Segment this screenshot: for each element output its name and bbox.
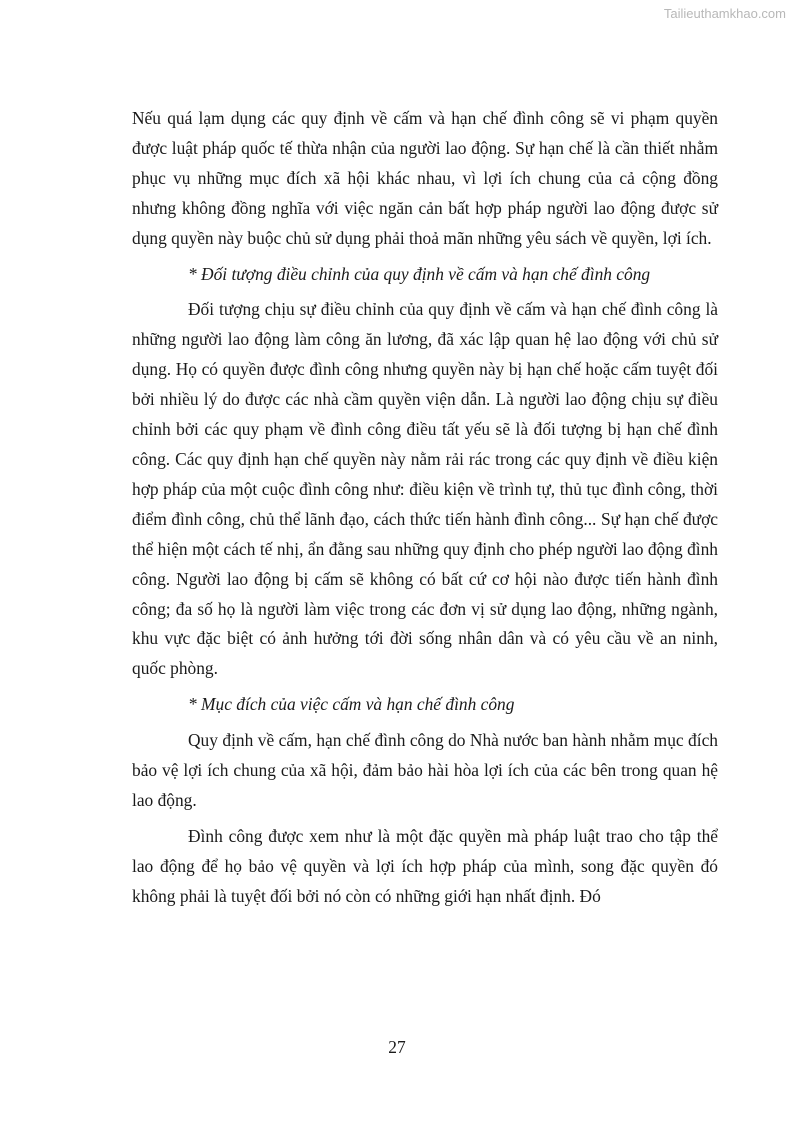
document-body bbox=[132, 104, 718, 918]
paragraph-privilege: Đình công được xem như là một đặc quyền mà pháp luật trao cho tập thể lao động để họ bảo vệ quyền và lợi ích hợp pháp của mình, song đặc quyền đó không phải là tuyệt đối bởi nó còn có những giới hạn nhất định. Đó bbox=[132, 825, 718, 906]
section-heading-subjects: * Đối tượng điều chỉnh của quy định về cấm và hạn chế đình công bbox=[188, 263, 651, 284]
paragraph-subjects: Đối tượng chịu sự điều chỉnh của quy định về cấm và hạn chế đình công là những người lao động làm công ăn lương, đã xác lập quan hệ lao động với chủ sử dụng. Họ có quyền được đình công nhưng quyền này bị hạn chế hoặc cấm tuyệt đối bởi nhiều lý do được các nhà cầm quyền viện dẫn. Là người lao động chịu sự điều chỉnh bởi các quy phạm về đình công điều tất yếu sẽ là đối tượng bị hạn chế đình công. Các quy định hạn chế quyền này nằm rải rác trong các quy định về điều kiện hợp pháp của một cuộc đình công như: điều kiện về trình tự, thủ tục đình công, thời điểm đình công, chủ thể lãnh đạo, cách thức tiến hành đình công... Sự hạn chế được thể hiện một cách tế nhị, ẩn đằng sau những quy định cho phép người lao động đình công. Người lao động bị cấm sẽ không có bất cứ cơ hội nào được tiến hành đình công; đa số họ là người làm việc trong các đơn vị sử dụng lao động, những ngành, khu vực đặc biệt có ảnh hưởng tới đời sống nhân dân và có yêu cầu về an ninh, quốc phòng. bbox=[132, 299, 718, 679]
page-number: 27 bbox=[388, 1037, 406, 1057]
section-heading-purpose: * Mục đích của việc cấm và hạn chế đình công bbox=[188, 694, 515, 715]
paragraph-continued: Nếu quá lạm dụng các quy định về cấm và hạn chế đình công sẽ vi phạm quyền được luật pháp quốc tế thừa nhận của người lao động. Sự hạn chế là cần thiết nhằm phục vụ những mục đích xã hội khác nhau, vì lợi ích chung của cả cộng đồng nhưng không đồng nghĩa với việc ngăn cản bất hợp pháp người lao động được sử dụng quyền này buộc chủ sử dụng phải thoả mãn những yêu sách về quyền, lợi ích. bbox=[132, 108, 718, 248]
watermark-text: Tailieuthamkhao.com bbox=[663, 6, 786, 21]
paragraph-purpose: Quy định về cấm, hạn chế đình công do Nhà nước ban hành nhằm mục đích bảo vệ lợi ích chung của xã hội, đảm bảo hài hòa lợi ích của các bên trong quan hệ lao động. bbox=[132, 730, 718, 810]
